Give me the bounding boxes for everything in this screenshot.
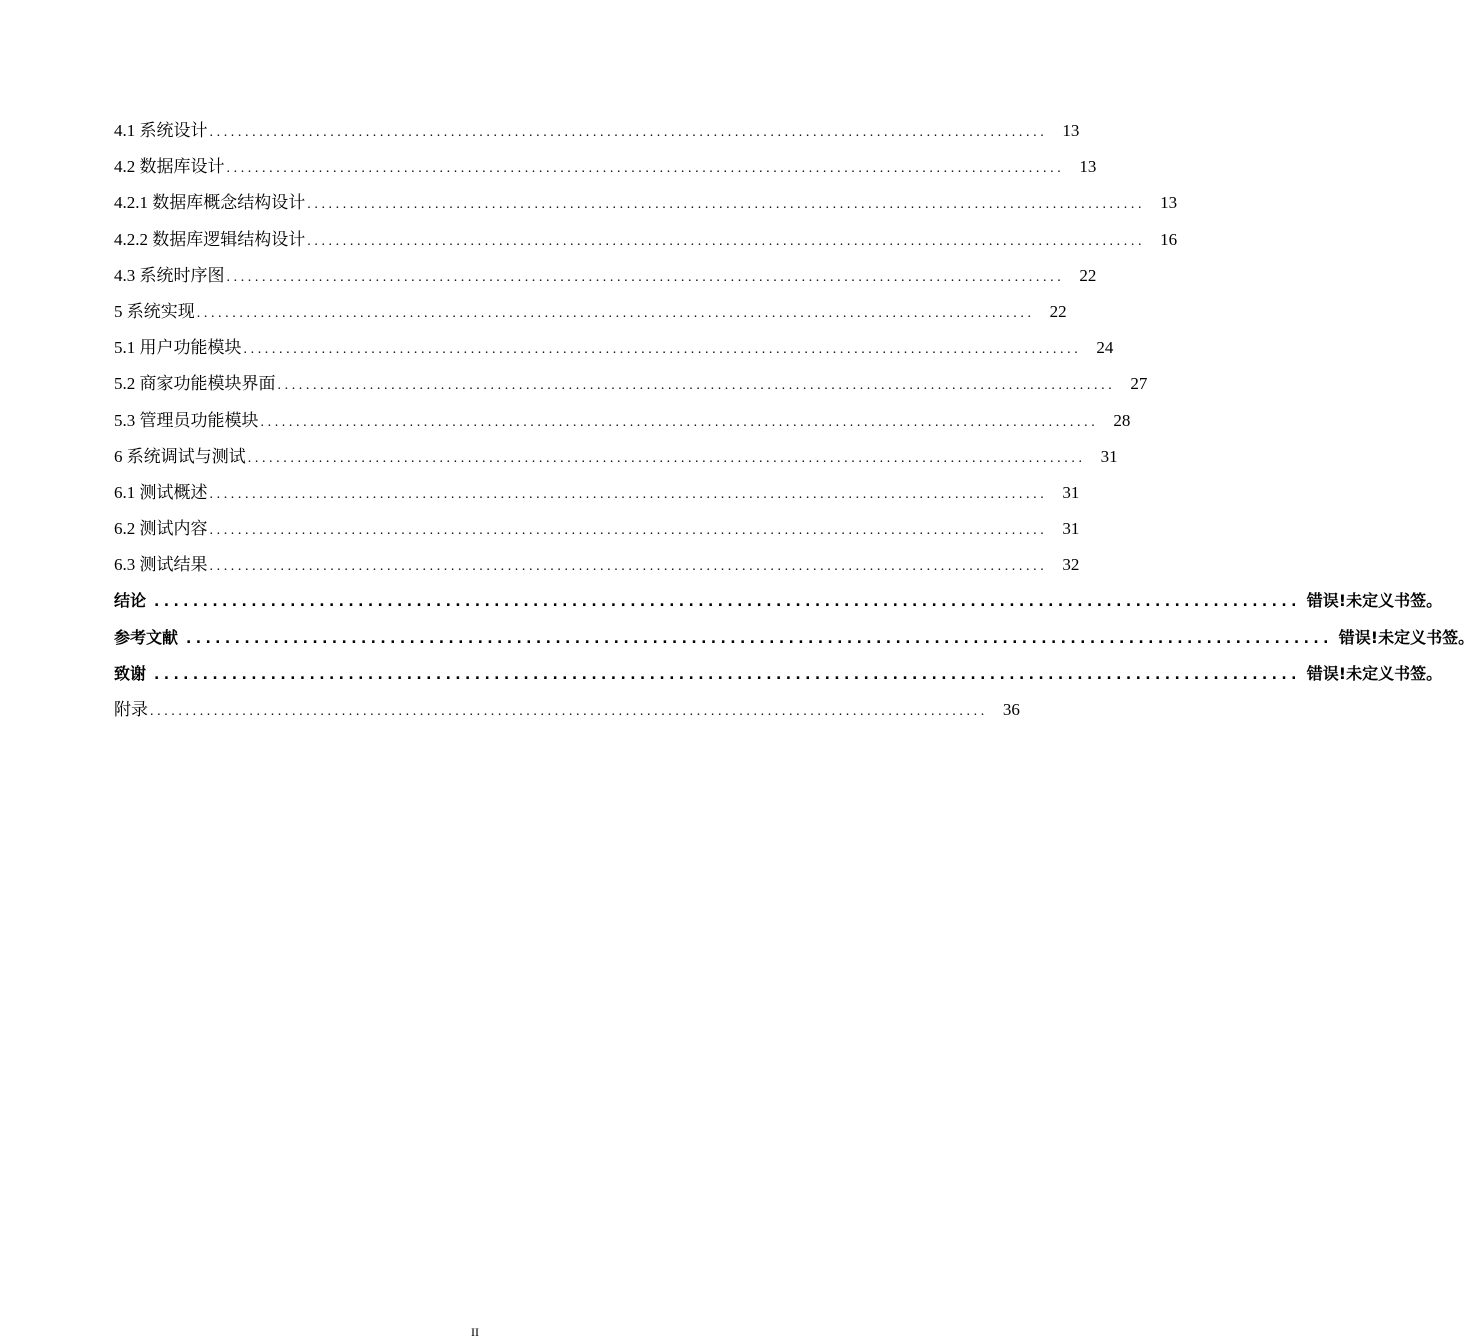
toc-entry-6-3[interactable]	[114, 552, 1080, 588]
toc-entry-page: 错误!未定义书签。	[1338, 627, 1474, 647]
toc-entry-4-1[interactable]	[114, 118, 1080, 154]
toc-entry-page: 13	[1079, 157, 1097, 177]
toc-leader-dots: ......................................................................................................................	[196, 305, 1035, 321]
toc-entry-label: 4.3 系统时序图	[114, 265, 225, 285]
toc-entry-appendix[interactable]	[114, 697, 1020, 733]
toc-entry-page: 错误!未定义书签。	[1306, 591, 1443, 611]
toc-entry-4-2-1[interactable]	[114, 190, 1178, 226]
toc-leader-dots: ......................................................................................................................	[186, 630, 1333, 647]
toc-entry-label: 6.3 测试结果	[114, 555, 208, 575]
toc-leader-dots: ......................................................................................................................	[243, 342, 1082, 358]
toc-entry-label: 5 系统实现	[114, 301, 195, 321]
toc-entry-label: 6.1 测试概述	[114, 482, 208, 502]
toc-entry-label: 参考文献	[114, 627, 179, 647]
toc-entry-label: 5.1 用户功能模块	[114, 338, 242, 358]
toc-entry-5-3[interactable]	[114, 408, 1131, 444]
toc-leader-dots: ......................................................................................................................	[307, 233, 1146, 249]
toc-entry-label: 4.1 系统设计	[114, 121, 208, 140]
toc-entry-4-2-2[interactable]	[114, 227, 1178, 263]
toc-entry-6[interactable]	[114, 444, 1118, 480]
toc-entry-page: 16	[1160, 229, 1178, 249]
toc-leader-dots: ......................................................................................................................	[150, 704, 988, 719]
toc-leader-dots: ......................................................................................................................	[247, 450, 1086, 466]
toc-leader-dots: ......................................................................................................................	[307, 197, 1146, 213]
toc-entry-label: 4.2.2 数据库逻辑结构设计	[114, 229, 306, 249]
toc-leader-dots: ......................................................................................................................	[277, 378, 1116, 394]
toc-entry-page: 28	[1113, 410, 1131, 430]
toc-leader-dots: ......................................................................................................................	[209, 486, 1048, 502]
toc-entry-label: 附录	[114, 700, 148, 719]
toc-entry-label: 5.2 商家功能模块界面	[114, 374, 276, 394]
toc-entry-page: 32	[1062, 555, 1080, 575]
toc-entry-label: 4.2 数据库设计	[114, 157, 225, 177]
toc-entry-page: 13	[1062, 121, 1080, 140]
toc-entry-conclusion[interactable]	[114, 588, 1443, 624]
toc-leader-dots: ......................................................................................................................	[154, 666, 1301, 683]
toc-leader-dots: ......................................................................................................................	[226, 269, 1065, 285]
toc-leader-dots: ......................................................................................................................	[226, 161, 1065, 177]
table-of-contents	[114, 118, 1474, 733]
toc-entry-5[interactable]	[114, 299, 1067, 335]
toc-entry-acknowledgements[interactable]	[114, 661, 1443, 697]
toc-leader-dots: ......................................................................................................................	[154, 594, 1301, 611]
toc-entry-page: 22	[1079, 265, 1097, 285]
toc-entry-5-2[interactable]	[114, 371, 1148, 407]
toc-entry-page: 24	[1096, 338, 1114, 358]
toc-entry-label: 致谢	[114, 663, 147, 683]
toc-entry-page: 31	[1100, 446, 1118, 466]
toc-entry-page: 27	[1130, 374, 1148, 394]
toc-entry-5-1[interactable]	[114, 335, 1114, 371]
toc-leader-dots: ......................................................................................................................	[209, 559, 1048, 575]
toc-entry-4-2[interactable]	[114, 154, 1097, 190]
page-number-footer: II	[471, 1325, 479, 1339]
toc-entry-4-3[interactable]	[114, 263, 1097, 299]
toc-entry-page: 31	[1062, 519, 1080, 539]
toc-entry-6-2[interactable]	[114, 516, 1080, 552]
toc-entry-page: 31	[1062, 482, 1080, 502]
toc-entry-label: 6.2 测试内容	[114, 519, 208, 539]
toc-entry-page: 36	[1002, 700, 1020, 719]
toc-leader-dots: ......................................................................................................................	[209, 523, 1048, 539]
toc-entry-label: 5.3 管理员功能模块	[114, 410, 259, 430]
toc-entry-label: 结论	[114, 591, 147, 611]
toc-entry-references[interactable]	[114, 625, 1474, 661]
toc-entry-page: 错误!未定义书签。	[1306, 663, 1443, 683]
toc-entry-page: 13	[1160, 193, 1178, 213]
toc-leader-dots: ......................................................................................................................	[209, 125, 1048, 140]
toc-entry-page: 22	[1049, 301, 1067, 321]
toc-entry-label: 4.2.1 数据库概念结构设计	[114, 193, 306, 213]
toc-leader-dots: ......................................................................................................................	[260, 414, 1099, 430]
toc-entry-label: 6 系统调试与测试	[114, 446, 246, 466]
toc-entry-6-1[interactable]	[114, 480, 1080, 516]
